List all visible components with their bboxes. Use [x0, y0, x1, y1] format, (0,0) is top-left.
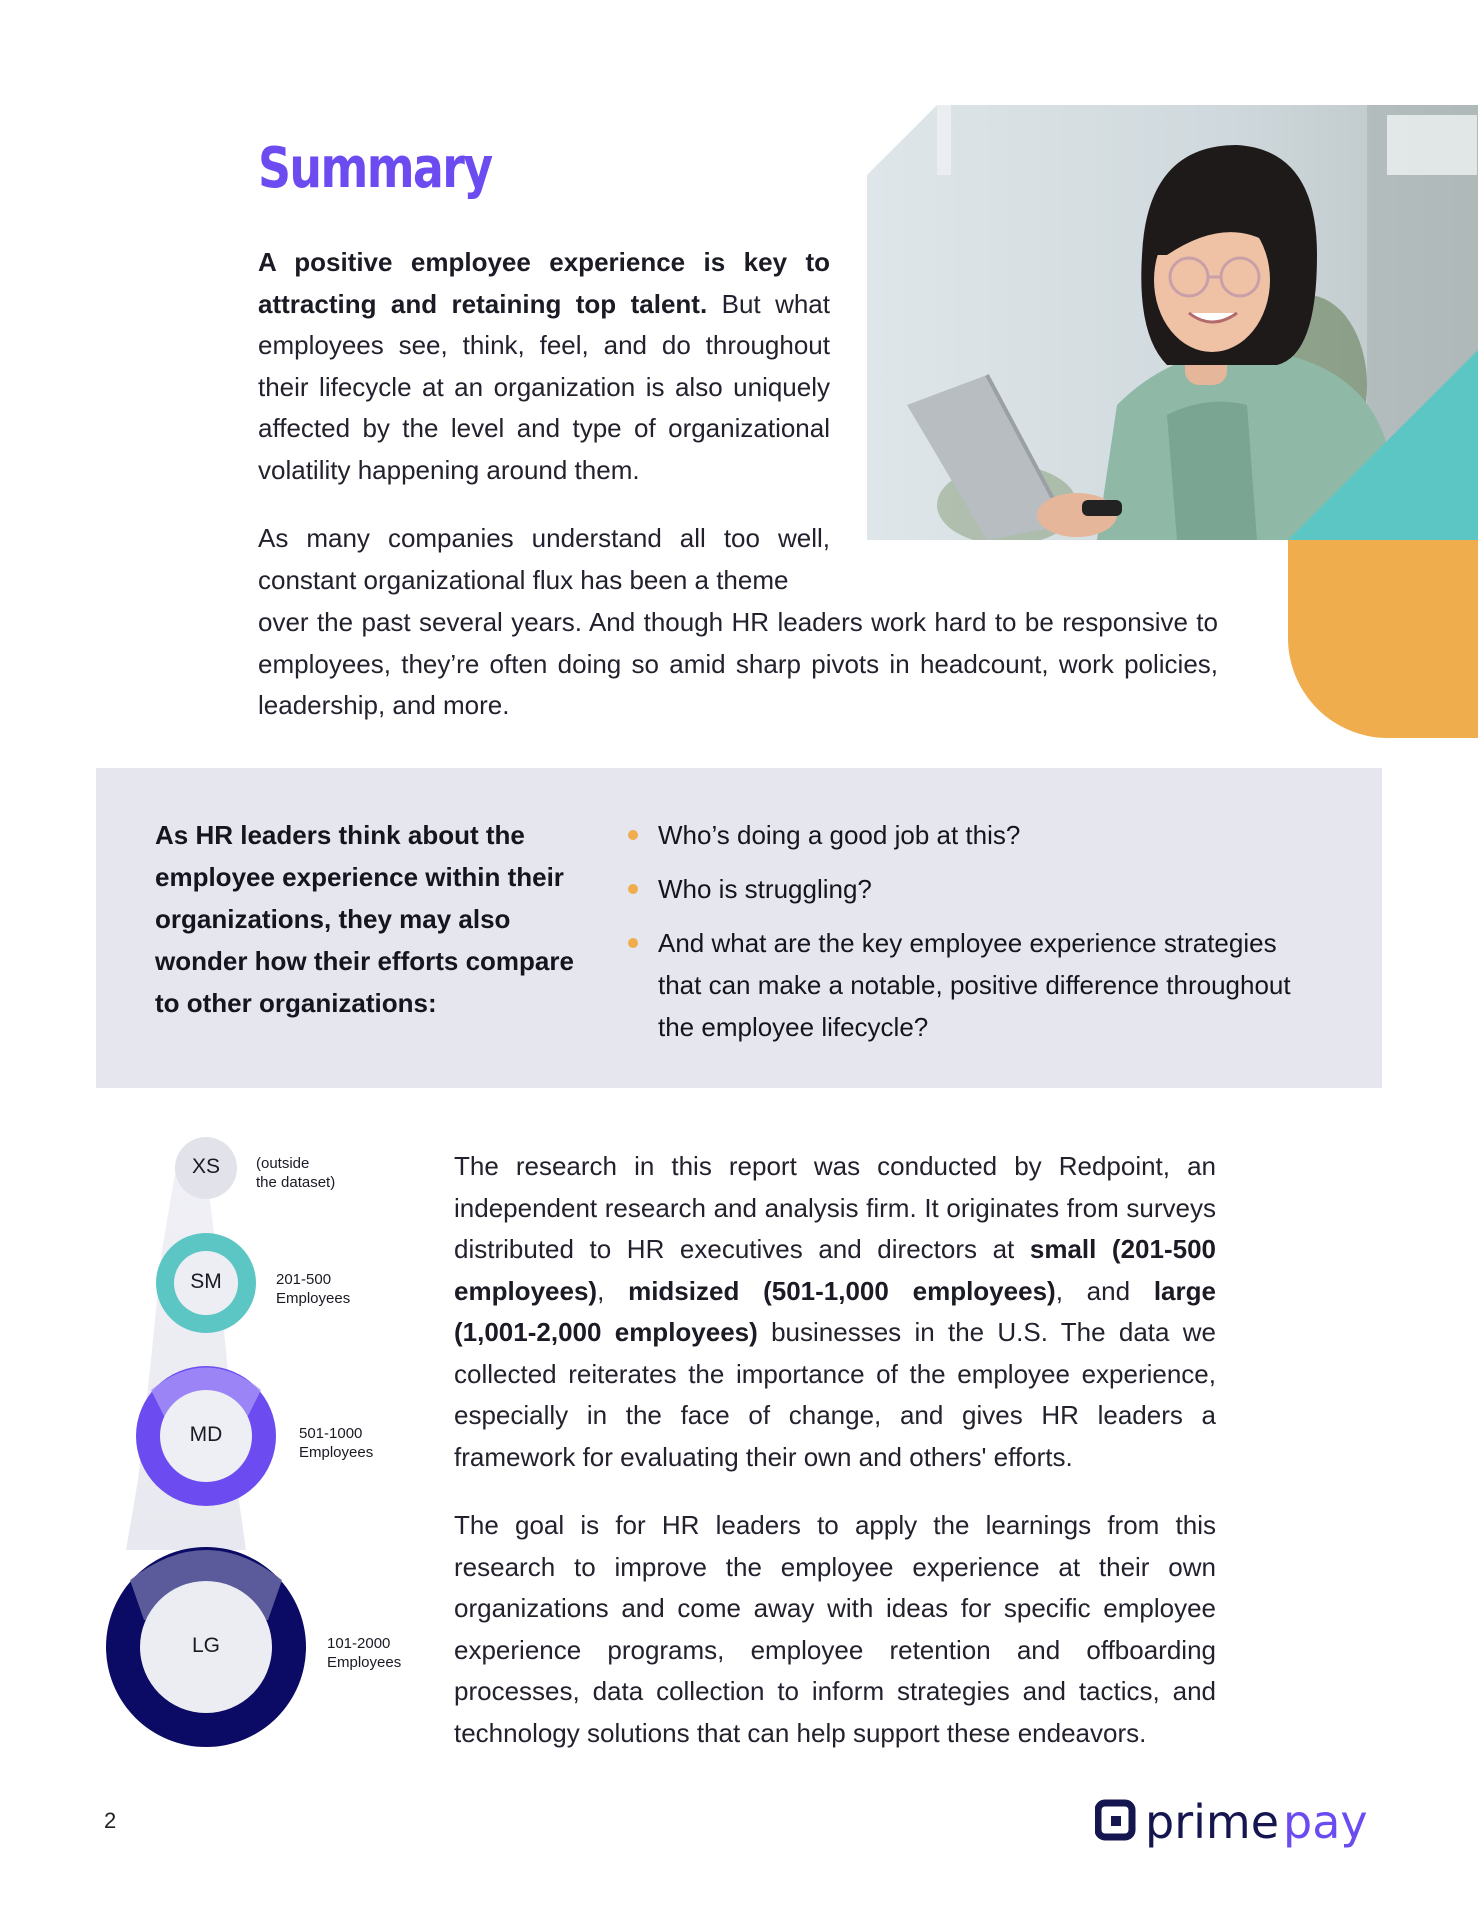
question-text: Who is struggling?	[658, 874, 872, 904]
bullet-dot-icon	[628, 830, 638, 840]
bullet-dot-icon	[628, 938, 638, 948]
small-size-bold: small (201-500 employees)	[454, 1234, 1216, 1306]
xs-code: XS	[191, 1155, 220, 1178]
intro-paragraph-2-end: over the past several years. And though HR leaders work hard to be responsive to employees, they’re often doing so amid sharp pivots in headcount, work policies, leadership, and more.	[258, 607, 1218, 720]
md-code: MD	[189, 1423, 223, 1446]
list-item	[620, 868, 1320, 910]
intro-lead-bold: A positive employee experience is key to attracting and retaining top talent.	[258, 247, 830, 319]
intro-paragraph-1-rest: But what employees see, think, feel, and do throughout their lifecycle at an organization is also uniquely affected by the level and type of organizational volatility happening around them.	[258, 288, 830, 485]
primepay-logo	[1095, 1796, 1385, 1856]
logo-pay-text: pay	[1283, 1796, 1368, 1849]
orange-shape-accent	[1288, 540, 1478, 738]
question-text: And what are the key employee experience strategies that can make a notable, positive difference throughout the employee lifecycle?	[658, 928, 1291, 1042]
callout-lead: As HR leaders think about the employee experience within their organizations, they may also wonder how their efforts compare to other organizations:	[155, 820, 574, 1018]
page-title: Summary	[258, 136, 492, 201]
list-item	[620, 922, 1320, 1048]
intro-paragraph-1	[258, 242, 830, 491]
mid-size-bold: midsized (501-1,000 employees)	[628, 1275, 1056, 1306]
intro-paragraph-2-start: As many companies understand all too well, constant organizational flux has been a theme	[258, 523, 830, 595]
sm-code: SM	[190, 1270, 222, 1293]
lg-code: LG	[191, 1634, 220, 1657]
callout-question-list	[620, 814, 1320, 1060]
sm-label: 201-500 Employees	[276, 1271, 351, 1307]
bullet-dot-icon	[628, 884, 638, 894]
primepay-logo-mark-icon	[1095, 1796, 1385, 1856]
large-size-bold: large (1,001-2,000 employees)	[454, 1275, 1216, 1347]
md-label: 501-1000 Employees	[299, 1425, 374, 1461]
xs-label: (outside the dataset)	[256, 1155, 336, 1191]
lg-label: 101-2000 Employees	[327, 1635, 402, 1671]
research-paragraph: The research in this report was conducted by Redpoint, an independent research and analysis firm. It originates from surveys distributed to HR executives and directors at small (201-500 employees), midsized (501-1,000 employees), and large (1,001-2,000 employees) businesses in the U.S. The data we collected reiterates the importance of the employee experience, especially in the face of change, and gives HR leaders a framework for evaluating their own and others' efforts.	[454, 1151, 1216, 1472]
company-size-diagram	[96, 1120, 436, 1760]
list-item	[620, 814, 1320, 856]
page-number: 2	[104, 1808, 117, 1833]
question-text: Who’s doing a good job at this?	[658, 820, 1021, 850]
goal-paragraph: The goal is for HR leaders to apply the learnings from this research to improve the employee experience at their own organizations and come away with ideas for specific employee experience programs, employee retention and offboarding processes, data collection to inform strategies and tactics, and technology solutions that can help support these endeavors.	[454, 1510, 1216, 1748]
logo-prime-text: prime	[1145, 1796, 1280, 1849]
